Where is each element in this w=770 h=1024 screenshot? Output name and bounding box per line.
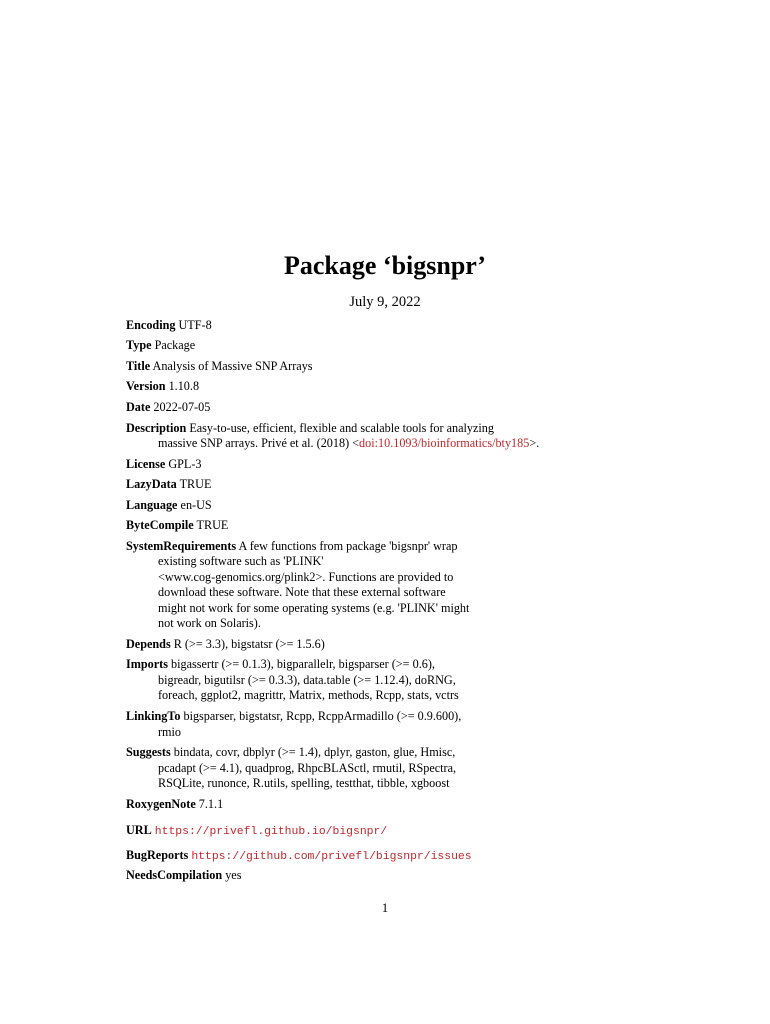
field-value: GPL-3 [168, 456, 202, 471]
field-value-line: not work on Solaris). [158, 616, 261, 631]
field-key: Imports [126, 657, 168, 671]
field-encoding [126, 318, 646, 334]
field-key: Description [126, 420, 187, 435]
field-key: URL [126, 822, 152, 837]
field-key: SystemRequirements [126, 538, 237, 553]
field-depends [126, 637, 646, 653]
field-value: 2022-07-05 [153, 399, 211, 414]
field-value-line: bindata, covr, dbplyr (>= 1.4), dplyr, gaston, glue, Hmisc, [173, 745, 456, 759]
field-language [126, 498, 646, 514]
field-key: Title [126, 358, 151, 373]
field-value-line: RSQLite, runonce, R.utils, spelling, testthat, tibble, xgboost [158, 776, 450, 791]
field-key: ByteCompile [126, 518, 194, 532]
field-description [126, 421, 646, 452]
field-version [126, 379, 646, 395]
field-value-line: <www.cog-genomics.org/plink2>. Functions are provided to [158, 569, 454, 584]
publication-date: July 9, 2022 [349, 294, 421, 310]
field-system-requirements [126, 539, 646, 633]
field-value: Package [154, 338, 196, 352]
field-value-line: massive SNP arrays. Privé et al. (2018) < [158, 436, 360, 451]
field-key: LazyData [126, 477, 177, 491]
field-value-line: A few functions from package 'bigsnpr' wrap [238, 538, 458, 553]
field-key: Depends [126, 636, 171, 651]
field-key: Suggests [126, 745, 171, 759]
field-value-line: bigreadr, bigutilsr (>= 0.3.3), data.table (>= 1.12.4), doRNG, [158, 672, 456, 687]
field-key: Language [126, 497, 178, 512]
field-value-line: Easy-to-use, efficient, flexible and scalable tools for analyzing [189, 420, 494, 435]
field-value-line: >. [529, 436, 540, 451]
field-key: Type [126, 338, 152, 352]
field-key: License [126, 456, 166, 471]
field-value: en-US [180, 497, 212, 512]
field-value: TRUE [179, 477, 212, 491]
field-linkingto [126, 709, 646, 740]
field-value-line: foreach, ggplot2, magrittr, Matrix, methods, Rcpp, stats, vctrs [158, 688, 459, 703]
field-value-line: rmio [158, 724, 182, 739]
field-imports [126, 657, 646, 704]
field-value: 7.1.1 [198, 797, 224, 811]
field-suggests [126, 745, 646, 792]
field-value: Analysis of Massive SNP Arrays [152, 358, 313, 373]
field-value: TRUE [196, 518, 229, 532]
field-value-line: bigassertr (>= 0.1.3), bigparallelr, bigsparser (>= 0.6), [171, 657, 435, 671]
field-key: Date [126, 399, 151, 414]
doi-link[interactable]: doi:10.1093/bioinformatics/bty185 [359, 436, 530, 451]
field-bugreports [126, 848, 646, 866]
field-value-line: download these software. Note that these external software [158, 585, 446, 600]
field-title [126, 359, 646, 375]
page-title: Package ‘bigsnpr’ [284, 251, 486, 280]
field-needs-compilation [126, 868, 646, 884]
field-license [126, 457, 646, 473]
field-lazydata [126, 477, 646, 493]
field-value-line: existing software such as 'PLINK' [158, 554, 324, 569]
url-link[interactable]: https://privefl.github.io/bigsnpr/ [154, 825, 388, 838]
field-key: LinkingTo [126, 709, 181, 723]
field-bytecompile [126, 518, 646, 534]
field-value: R (>= 3.3), bigstatsr (>= 1.5.6) [173, 636, 325, 651]
field-type [126, 338, 646, 354]
field-roxygen-note [126, 797, 646, 813]
field-value: yes [225, 868, 242, 882]
page-number: 1 [381, 901, 389, 915]
field-value-line: pcadapt (>= 4.1), quadprog, RhpcBLASctl, rmutil, RSpectra, [158, 760, 457, 775]
field-key: NeedsCompilation [126, 868, 223, 882]
field-key: Version [126, 379, 166, 393]
field-url [126, 823, 646, 841]
field-value: UTF-8 [178, 318, 212, 332]
field-date [126, 400, 646, 416]
field-key: RoxygenNote [126, 797, 196, 811]
field-key: BugReports [126, 847, 189, 862]
bugreports-link[interactable]: https://github.com/privefl/bigsnpr/issues [191, 850, 472, 863]
field-value-line: might not work for some operating systems (e.g. 'PLINK' might [158, 600, 470, 615]
field-value-line: bigsparser, bigstatsr, Rcpp, RcppArmadillo (>= 0.9.600), [183, 709, 462, 723]
field-value: 1.10.8 [168, 379, 200, 393]
field-key: Encoding [126, 318, 176, 332]
